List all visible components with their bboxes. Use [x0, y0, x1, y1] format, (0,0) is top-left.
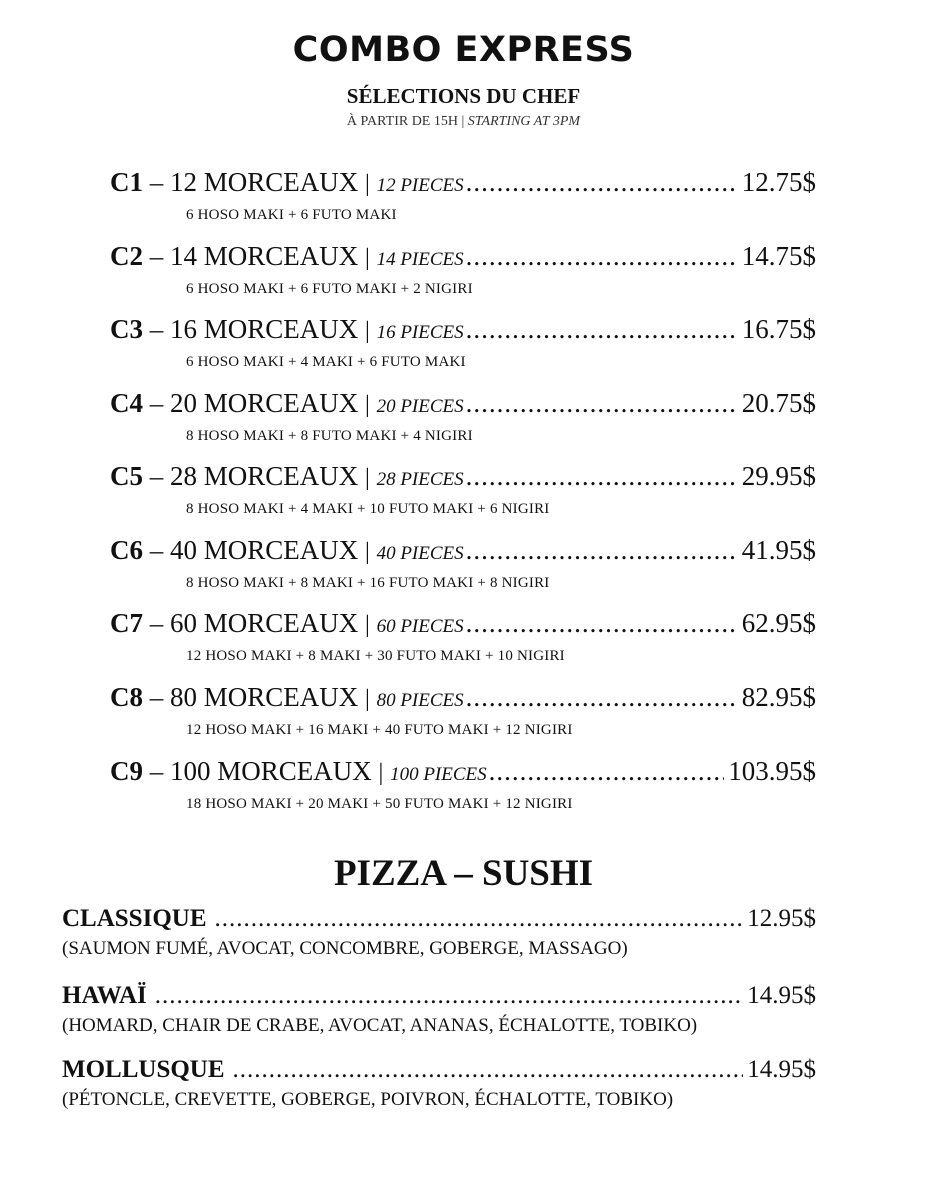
- combo-code: C2: [110, 241, 143, 271]
- combo-item: [110, 607, 816, 665]
- availability-en: STARTING AT 3PM: [467, 114, 581, 129]
- combo-description: 6 HOSO MAKI + 6 FUTO MAKI: [186, 207, 397, 223]
- combo-dash: –: [149, 535, 164, 565]
- combo-line: [110, 607, 816, 643]
- combo-line: [110, 240, 816, 276]
- dot-leader: [466, 681, 738, 713]
- combo-count-en: 60 PIECES: [376, 616, 464, 637]
- availability-note: [0, 114, 927, 130]
- dot-leader: [466, 534, 738, 566]
- combo-code: C3: [110, 314, 143, 344]
- pizza-line: [62, 981, 816, 1011]
- combo-count-en: 28 PIECES: [376, 469, 464, 490]
- dot-leader: [466, 313, 738, 345]
- combo-count-en: 100 PIECES: [390, 764, 487, 785]
- combo-dash: –: [149, 241, 164, 271]
- combo-line: [110, 460, 816, 496]
- combo-price: 14.75$: [741, 241, 816, 271]
- pizza-ingredients: (PÉTONCLE, CREVETTE, GOBERGE, POIVRON, ÉCHALOTTE, TOBIKO): [62, 1089, 674, 1110]
- combo-count-fr: 14 MORCEAUX: [170, 241, 359, 271]
- dot-leader: [233, 1055, 744, 1085]
- pizza-ingredients: (HOMARD, CHAIR DE CRABE, AVOCAT, ANANAS, ÉCHALOTTE, TOBIKO): [62, 1015, 698, 1036]
- combo-line: [110, 755, 816, 791]
- combo-description: 8 HOSO MAKI + 8 MAKI + 16 FUTO MAKI + 8 NIGIRI: [186, 575, 550, 591]
- section-subtitle: SÉLECTIONS DU CHEF: [346, 84, 581, 108]
- combo-count-fr: 100 MORCEAUX: [170, 756, 372, 786]
- combo-code: C4: [110, 388, 143, 418]
- dot-leader: [466, 240, 738, 272]
- combo-count-fr: 12 MORCEAUX: [170, 167, 359, 197]
- combo-separator: |: [365, 245, 370, 271]
- availability-separator: |: [461, 114, 465, 129]
- combo-description: 12 HOSO MAKI + 16 MAKI + 40 FUTO MAKI + 12 NIGIRI: [186, 722, 573, 738]
- combo-dash: –: [149, 756, 164, 786]
- combo-separator: |: [365, 392, 370, 418]
- dot-leader: [466, 387, 738, 419]
- combo-line: [110, 313, 816, 349]
- combo-dash: –: [149, 682, 164, 712]
- combo-price: 103.95$: [728, 756, 816, 786]
- combo-count-fr: 16 MORCEAUX: [170, 314, 359, 344]
- pizza-item: [62, 904, 816, 961]
- combo-item: [110, 460, 816, 518]
- combo-count-en: 20 PIECES: [376, 396, 464, 417]
- pizza-ingredients: (SAUMON FUMÉ, AVOCAT, CONCOMBRE, GOBERGE, MASSAGO): [62, 938, 628, 959]
- combo-item: [110, 240, 816, 298]
- combo-separator: |: [365, 686, 370, 712]
- combo-code: C7: [110, 608, 143, 638]
- combo-separator: |: [365, 539, 370, 565]
- dot-leader: [489, 755, 725, 787]
- availability-fr: À PARTIR DE 15H: [346, 114, 458, 129]
- combo-code: C5: [110, 461, 143, 491]
- combo-count-en: 80 PIECES: [376, 690, 464, 711]
- combo-code: C9: [110, 756, 143, 786]
- combo-price: 41.95$: [741, 535, 816, 565]
- combo-dash: –: [149, 167, 164, 197]
- dot-leader: [215, 904, 744, 934]
- combo-count-en: 14 PIECES: [376, 249, 464, 270]
- combo-line: [110, 166, 816, 202]
- combo-item: [110, 681, 816, 739]
- combo-count-fr: 20 MORCEAUX: [170, 388, 359, 418]
- pizza-item: [62, 1055, 816, 1112]
- combo-item: [110, 387, 816, 445]
- pizza-line: [62, 904, 816, 934]
- combo-code: C8: [110, 682, 143, 712]
- combo-description: 18 HOSO MAKI + 20 MAKI + 50 FUTO MAKI + 12 NIGIRI: [186, 796, 573, 812]
- pizza-name: CLASSIQUE: [62, 905, 207, 932]
- combo-item: [110, 166, 816, 224]
- combo-item: [110, 755, 816, 813]
- combo-price: 20.75$: [741, 388, 816, 418]
- pizza-name: MOLLUSQUE: [62, 1056, 225, 1083]
- pizza-item: [62, 981, 816, 1038]
- combo-description: 6 HOSO MAKI + 6 FUTO MAKI + 2 NIGIRI: [186, 281, 473, 297]
- combo-price: 82.95$: [741, 682, 816, 712]
- combo-description: 8 HOSO MAKI + 4 MAKI + 10 FUTO MAKI + 6 NIGIRI: [186, 501, 550, 517]
- pizza-name: HAWAÏ: [62, 982, 147, 1009]
- combo-item: [110, 534, 816, 592]
- pizza-section-title: PIZZA – SUSHI: [333, 853, 594, 894]
- combo-dash: –: [149, 461, 164, 491]
- combo-price: 12.75$: [741, 167, 816, 197]
- combo-line: [110, 534, 816, 570]
- combo-price: 62.95$: [741, 608, 816, 638]
- combo-line: [110, 681, 816, 717]
- pizza-price: 12.95$: [747, 905, 816, 932]
- combo-description: 6 HOSO MAKI + 4 MAKI + 6 FUTO MAKI: [186, 354, 466, 370]
- combo-count-fr: 40 MORCEAUX: [170, 535, 359, 565]
- dot-leader: [155, 981, 744, 1011]
- combo-dash: –: [149, 608, 164, 638]
- combo-count-fr: 60 MORCEAUX: [170, 608, 359, 638]
- combo-dash: –: [149, 314, 164, 344]
- combo-item: [110, 313, 816, 371]
- dot-leader: [466, 607, 738, 639]
- combo-count-en: 40 PIECES: [376, 543, 464, 564]
- combo-line: [110, 387, 816, 423]
- combo-count-en: 16 PIECES: [376, 322, 464, 343]
- combo-code: C6: [110, 535, 143, 565]
- pizza-price: 14.95$: [747, 982, 816, 1009]
- combo-price: 16.75$: [741, 314, 816, 344]
- combo-description: 12 HOSO MAKI + 8 MAKI + 30 FUTO MAKI + 10 NIGIRI: [186, 648, 565, 664]
- combo-dash: –: [149, 388, 164, 418]
- page-title: COMBO EXPRESS: [292, 30, 635, 70]
- combo-description: 8 HOSO MAKI + 8 FUTO MAKI + 4 NIGIRI: [186, 428, 473, 444]
- combo-separator: |: [365, 171, 370, 197]
- combo-count-fr: 28 MORCEAUX: [170, 461, 359, 491]
- combo-price: 29.95$: [741, 461, 816, 491]
- combo-count-fr: 80 MORCEAUX: [170, 682, 359, 712]
- dot-leader: [466, 460, 738, 492]
- combo-separator: |: [365, 318, 370, 344]
- pizza-line: [62, 1055, 816, 1085]
- combo-code: C1: [110, 167, 143, 197]
- dot-leader: [466, 166, 738, 198]
- pizza-price: 14.95$: [747, 1056, 816, 1083]
- combo-separator: |: [365, 612, 370, 638]
- combo-separator: |: [378, 760, 384, 786]
- combo-count-en: 12 PIECES: [376, 175, 464, 196]
- combo-separator: |: [365, 465, 370, 491]
